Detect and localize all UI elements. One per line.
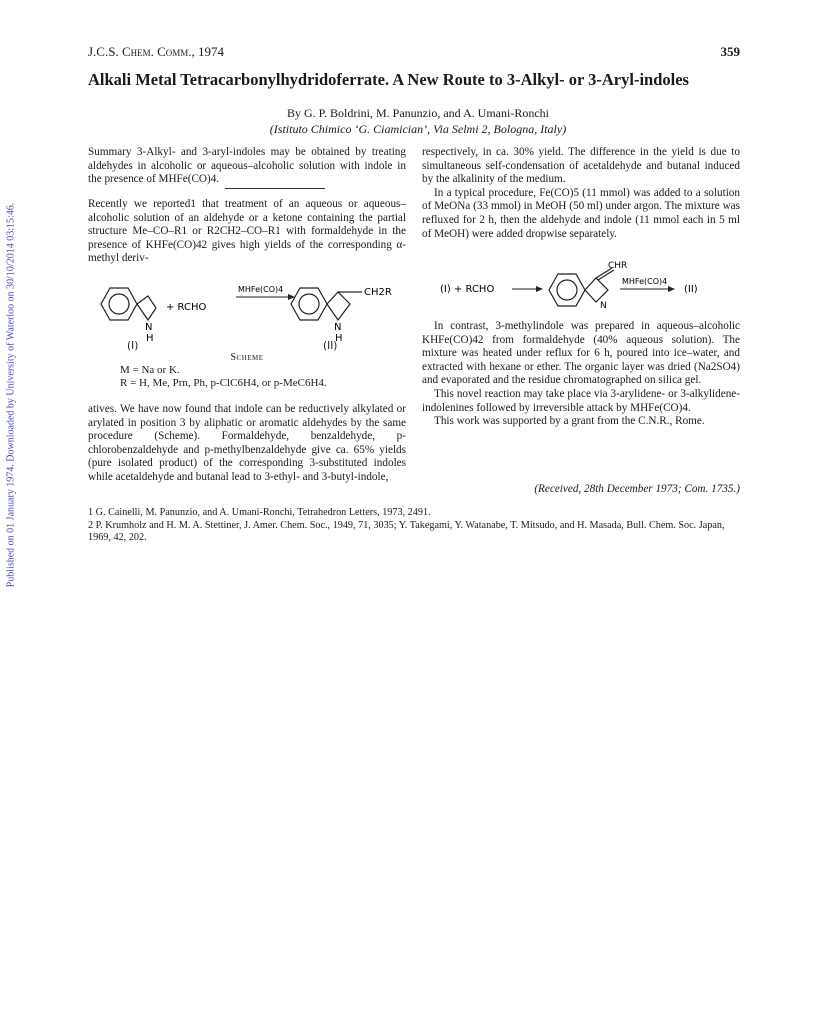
page-number: 359 [720,44,740,59]
nh-n-I: N [145,322,153,333]
body-right-2 [422,320,740,429]
author-line: By G. P. Boldrini, M. Panunzio, and A. Umani-Ronchi [287,106,549,120]
m-definition: M = Na or K. [120,364,180,376]
chr-label: CHR [608,261,628,271]
summary-text: Summary 3-Alkyl- and 3-aryl-indoles may be obtained by treating aldehydes in alcoholic or aqueous–alcoholic solution with indole in the presence of MHFe(CO)4. [88,146,406,186]
mechanism-scheme [440,258,740,316]
download-notice-text: Published on 01 January 1974. Downloaded by University of Waterloo on 30/10/2014 03:15:46. [5,202,17,588]
body-left-1-text: Recently we reported1 that treatment of an aqueous or aqueous–alcoholic solution of an aldehyde or a ketone containing the partial structure Me–CO–R1 or R2CH2–CO–R1 with formaldehyde in the presence of KHFe(CO)42 gives high yields of the corresponding α-methyl deriv- [88,198,406,265]
download-notice [4,160,18,630]
body-right-1 [422,146,740,241]
nh-h-I: H [146,333,154,344]
scheme-legend [120,364,327,389]
reagent-label: MHFe(CO)4 [238,285,284,294]
nh-n-II: N [334,322,342,333]
indolenine-n: N [600,301,607,311]
mechanism-reagent: MHFe(CO)4 [622,277,668,286]
scheme-caption: Scheme [230,352,264,363]
body-left-2 [88,403,406,485]
summary-divider [225,188,325,189]
body-left-1 [88,198,406,266]
plus-rcho: + RCHO [166,302,207,313]
references [88,507,743,545]
body-right-1-text: respectively, in ca. 30% yield. The difference in the yield is due to simultaneous self-condensation of acetaldehyde and butanal induced by the alkalinity of the medium. [422,146,740,186]
reference-1: 1 G. Cainelli, M. Panunzio, and A. Umani-Ronchi, Tetrahedron Letters, 1973, 2491. [88,507,431,518]
body-right-2-text: In a typical procedure, Fe(CO)5 (11 mmol) was added to a solution of MeONa (33 mmol) in MeOH (50 ml) under argon. The mixture was refluxed for 2 h, then the aldehyde and indole (11 mmol each in 5 ml of MeOH) were added dropwise separately. [422,186,740,240]
r-definition: R = H, Me, Prn, Ph, p-ClC6H4, or p-MeC6H4. [120,376,327,389]
mechanism-product: (II) [684,284,698,295]
nh-h-II: H [335,333,343,344]
body-right-4-text: This novel reaction may take place via 3-arylidene- or 3-alkylidene-indolenines followed by irreversible attack by MHFe(CO)4. [422,387,740,414]
body-right-5-text: This work was supported by a grant from the C.N.R., Rome. [434,415,705,428]
journal-header: J.C.S. Chem. Comm., 1974 [88,44,225,59]
label-II: (II) [323,340,338,352]
affiliation: (Istituto Chimico ‘G. Ciamician’, Via Selmi 2, Bologna, Italy) [269,122,567,136]
indole-structure-I [101,288,156,320]
mechanism-start: (I) + RCHO [440,284,495,295]
mechanism-arrowhead-2 [668,286,675,292]
substituent-label: CH2R [364,287,392,298]
reference-2: 2 P. Krumholz and H. M. A. Stettiner, J. Amer. Chem. Soc., 1949, 71, 3035; Y. Takegami, Y. Watanabe, T. Mitsudo, and H. Masada, Bull. Chem. Soc. Japan, 1969, 42, 202. [88,519,725,544]
label-I: (I) [127,340,139,352]
received-date: (Received, 28th December 1973; Com. 1735.) [534,483,740,495]
mechanism-arrowhead-1 [536,286,543,292]
article-title: Alkali Metal Tetracarbonylhydridoferrate. A New Route to 3-Alkyl- or 3-Aryl-indoles [88,70,689,89]
body-left-2-text: atives. We have now found that indole can be reductively alkylated or arylated in position 3 by aliphatic or aromatic aldehydes by the same procedure (Scheme). Formaldehyde, benzaldehyde, p-chlorobenzaldehyde and p-methylbenzaldehyde give ca. 65% yields (pure isolated product) of the corresponding 3-substituted indoles while acetaldehyde and butanal lead to 3-ethyl- and 3-butyl-indole, [88,403,406,483]
indole-structure-II [291,288,362,320]
summary-paragraph [88,146,406,187]
body-right-3-text: In contrast, 3-methylindole was prepared in aqueous–alcoholic KHFe(CO)42 from formaldehyde (40% aqueous solution). The mixture was heated under reflux for 6 h, poured into ice–water, and extracted with hexane or ether. The organic layer was dried (Na2SO4) and evaporated and the residue chromatographed on silica gel. [422,320,740,387]
